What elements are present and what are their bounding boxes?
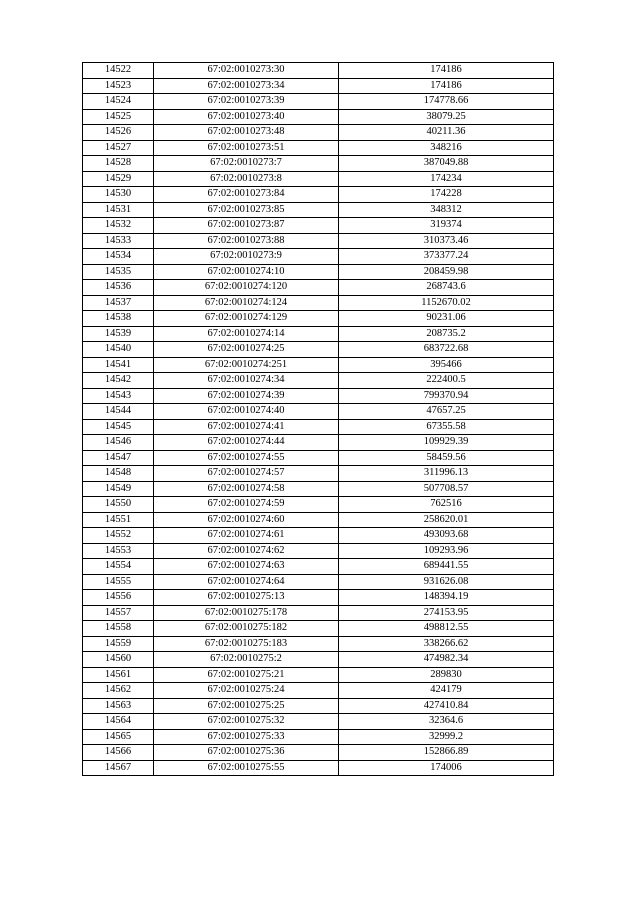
cadastral-number-cell: 67:02:0010275:25 — [154, 698, 339, 714]
cadastral-number-cell: 67:02:0010275:32 — [154, 714, 339, 730]
value-cell: 387049.88 — [339, 156, 554, 172]
value-cell: 222400.5 — [339, 373, 554, 389]
row-number-cell: 14556 — [83, 590, 154, 606]
value-cell: 208459.98 — [339, 264, 554, 280]
table-row — [83, 63, 554, 79]
cadastral-number-cell: 67:02:0010273:85 — [154, 202, 339, 218]
cadastral-number-cell: 67:02:0010273:34 — [154, 78, 339, 94]
value-cell: 427410.84 — [339, 698, 554, 714]
table-row — [83, 264, 554, 280]
table-row — [83, 543, 554, 559]
row-number-cell: 14538 — [83, 311, 154, 327]
row-number-cell: 14552 — [83, 528, 154, 544]
value-cell: 40211.36 — [339, 125, 554, 141]
value-cell: 474982.34 — [339, 652, 554, 668]
row-number-cell: 14560 — [83, 652, 154, 668]
value-cell: 174234 — [339, 171, 554, 187]
cadastral-value-table — [82, 62, 554, 776]
table-row — [83, 667, 554, 683]
row-number-cell: 14564 — [83, 714, 154, 730]
row-number-cell: 14553 — [83, 543, 154, 559]
cadastral-number-cell: 67:02:0010274:40 — [154, 404, 339, 420]
cadastral-number-cell: 67:02:0010274:25 — [154, 342, 339, 358]
table-row — [83, 450, 554, 466]
row-number-cell: 14562 — [83, 683, 154, 699]
table-row — [83, 714, 554, 730]
table-row — [83, 187, 554, 203]
row-number-cell: 14545 — [83, 419, 154, 435]
value-cell: 498812.55 — [339, 621, 554, 637]
value-cell: 373377.24 — [339, 249, 554, 265]
cadastral-number-cell: 67:02:0010274:41 — [154, 419, 339, 435]
row-number-cell: 14561 — [83, 667, 154, 683]
cadastral-number-cell: 67:02:0010275:55 — [154, 760, 339, 776]
value-cell: 32999.2 — [339, 729, 554, 745]
cadastral-number-cell: 67:02:0010273:9 — [154, 249, 339, 265]
cadastral-number-cell: 67:02:0010274:60 — [154, 512, 339, 528]
row-number-cell: 14529 — [83, 171, 154, 187]
value-cell: 174006 — [339, 760, 554, 776]
table-row — [83, 218, 554, 234]
table-row — [83, 729, 554, 745]
row-number-cell: 14551 — [83, 512, 154, 528]
value-cell: 311996.13 — [339, 466, 554, 482]
table-row — [83, 109, 554, 125]
row-number-cell: 14524 — [83, 94, 154, 110]
value-cell: 58459.56 — [339, 450, 554, 466]
row-number-cell: 14550 — [83, 497, 154, 513]
value-cell: 310373.46 — [339, 233, 554, 249]
value-cell: 348312 — [339, 202, 554, 218]
cadastral-number-cell: 67:02:0010274:10 — [154, 264, 339, 280]
row-number-cell: 14547 — [83, 450, 154, 466]
table-row — [83, 574, 554, 590]
table-row — [83, 698, 554, 714]
table-row — [83, 78, 554, 94]
cadastral-number-cell: 67:02:0010273:7 — [154, 156, 339, 172]
row-number-cell: 14559 — [83, 636, 154, 652]
row-number-cell: 14546 — [83, 435, 154, 451]
cadastral-number-cell: 67:02:0010273:51 — [154, 140, 339, 156]
value-cell: 289830 — [339, 667, 554, 683]
cadastral-number-cell: 67:02:0010274:61 — [154, 528, 339, 544]
table-row — [83, 559, 554, 575]
value-cell: 274153.95 — [339, 605, 554, 621]
cadastral-number-cell: 67:02:0010273:84 — [154, 187, 339, 203]
table-row — [83, 419, 554, 435]
cadastral-number-cell: 67:02:0010274:129 — [154, 311, 339, 327]
cadastral-number-cell: 67:02:0010274:62 — [154, 543, 339, 559]
table-row — [83, 636, 554, 652]
table-row — [83, 326, 554, 342]
row-number-cell: 14537 — [83, 295, 154, 311]
row-number-cell: 14542 — [83, 373, 154, 389]
value-cell: 931626.08 — [339, 574, 554, 590]
row-number-cell: 14527 — [83, 140, 154, 156]
cadastral-number-cell: 67:02:0010275:178 — [154, 605, 339, 621]
value-cell: 174186 — [339, 78, 554, 94]
value-cell: 395466 — [339, 357, 554, 373]
value-cell: 174778.66 — [339, 94, 554, 110]
table-row — [83, 435, 554, 451]
row-number-cell: 14544 — [83, 404, 154, 420]
row-number-cell: 14531 — [83, 202, 154, 218]
row-number-cell: 14549 — [83, 481, 154, 497]
row-number-cell: 14540 — [83, 342, 154, 358]
cadastral-number-cell: 67:02:0010274:58 — [154, 481, 339, 497]
table-row — [83, 590, 554, 606]
cadastral-number-cell: 67:02:0010274:124 — [154, 295, 339, 311]
cadastral-number-cell: 67:02:0010275:182 — [154, 621, 339, 637]
cadastral-number-cell: 67:02:0010274:57 — [154, 466, 339, 482]
value-cell: 507708.57 — [339, 481, 554, 497]
cadastral-number-cell: 67:02:0010273:48 — [154, 125, 339, 141]
row-number-cell: 14526 — [83, 125, 154, 141]
row-number-cell: 14523 — [83, 78, 154, 94]
cadastral-number-cell: 67:02:0010274:251 — [154, 357, 339, 373]
value-cell: 67355.58 — [339, 419, 554, 435]
row-number-cell: 14528 — [83, 156, 154, 172]
table-row — [83, 202, 554, 218]
row-number-cell: 14530 — [83, 187, 154, 203]
value-cell: 152866.89 — [339, 745, 554, 761]
row-number-cell: 14533 — [83, 233, 154, 249]
cadastral-number-cell: 67:02:0010275:13 — [154, 590, 339, 606]
cadastral-number-cell: 67:02:0010275:24 — [154, 683, 339, 699]
table-row — [83, 388, 554, 404]
row-number-cell: 14541 — [83, 357, 154, 373]
value-cell: 258620.01 — [339, 512, 554, 528]
value-cell: 424179 — [339, 683, 554, 699]
table-row — [83, 94, 554, 110]
table-row — [83, 342, 554, 358]
cadastral-number-cell: 67:02:0010274:34 — [154, 373, 339, 389]
table-row — [83, 760, 554, 776]
table-row — [83, 311, 554, 327]
cadastral-number-cell: 67:02:0010274:14 — [154, 326, 339, 342]
cadastral-number-cell: 67:02:0010273:8 — [154, 171, 339, 187]
value-cell: 683722.68 — [339, 342, 554, 358]
row-number-cell: 14554 — [83, 559, 154, 575]
row-number-cell: 14543 — [83, 388, 154, 404]
cadastral-number-cell: 67:02:0010274:59 — [154, 497, 339, 513]
table-row — [83, 404, 554, 420]
value-cell: 268743.6 — [339, 280, 554, 296]
row-number-cell: 14565 — [83, 729, 154, 745]
value-cell: 689441.55 — [339, 559, 554, 575]
value-cell: 174228 — [339, 187, 554, 203]
row-number-cell: 14558 — [83, 621, 154, 637]
value-cell: 1152670.02 — [339, 295, 554, 311]
table-row — [83, 249, 554, 265]
value-cell: 762516 — [339, 497, 554, 513]
cadastral-number-cell: 67:02:0010275:21 — [154, 667, 339, 683]
row-number-cell: 14525 — [83, 109, 154, 125]
row-number-cell: 14567 — [83, 760, 154, 776]
table-row — [83, 233, 554, 249]
cadastral-number-cell: 67:02:0010274:120 — [154, 280, 339, 296]
row-number-cell: 14522 — [83, 63, 154, 79]
value-cell: 319374 — [339, 218, 554, 234]
table-row — [83, 156, 554, 172]
table-row — [83, 295, 554, 311]
table-body — [83, 63, 554, 776]
table-row — [83, 621, 554, 637]
cadastral-number-cell: 67:02:0010274:63 — [154, 559, 339, 575]
cadastral-number-cell: 67:02:0010275:36 — [154, 745, 339, 761]
table-row — [83, 171, 554, 187]
table-row — [83, 528, 554, 544]
row-number-cell: 14532 — [83, 218, 154, 234]
table-row — [83, 652, 554, 668]
value-cell: 148394.19 — [339, 590, 554, 606]
table-row — [83, 373, 554, 389]
cadastral-number-cell: 67:02:0010273:87 — [154, 218, 339, 234]
cadastral-number-cell: 67:02:0010274:44 — [154, 435, 339, 451]
table-row — [83, 125, 554, 141]
cadastral-number-cell: 67:02:0010273:40 — [154, 109, 339, 125]
row-number-cell: 14555 — [83, 574, 154, 590]
row-number-cell: 14539 — [83, 326, 154, 342]
value-cell: 338266.62 — [339, 636, 554, 652]
row-number-cell: 14534 — [83, 249, 154, 265]
cadastral-number-cell: 67:02:0010274:55 — [154, 450, 339, 466]
row-number-cell: 14535 — [83, 264, 154, 280]
value-cell: 493093.68 — [339, 528, 554, 544]
cadastral-number-cell: 67:02:0010273:88 — [154, 233, 339, 249]
row-number-cell: 14548 — [83, 466, 154, 482]
cadastral-number-cell: 67:02:0010275:33 — [154, 729, 339, 745]
row-number-cell: 14563 — [83, 698, 154, 714]
table-row — [83, 745, 554, 761]
value-cell: 90231.06 — [339, 311, 554, 327]
table-row — [83, 280, 554, 296]
table-row — [83, 357, 554, 373]
table-row — [83, 466, 554, 482]
row-number-cell: 14536 — [83, 280, 154, 296]
value-cell: 109293.96 — [339, 543, 554, 559]
cadastral-number-cell: 67:02:0010275:2 — [154, 652, 339, 668]
row-number-cell: 14557 — [83, 605, 154, 621]
value-cell: 38079.25 — [339, 109, 554, 125]
value-cell: 348216 — [339, 140, 554, 156]
value-cell: 109929.39 — [339, 435, 554, 451]
table-row — [83, 481, 554, 497]
value-cell: 208735.2 — [339, 326, 554, 342]
value-cell: 47657.25 — [339, 404, 554, 420]
table-row — [83, 683, 554, 699]
table-row — [83, 140, 554, 156]
table-row — [83, 605, 554, 621]
row-number-cell: 14566 — [83, 745, 154, 761]
cadastral-number-cell: 67:02:0010273:39 — [154, 94, 339, 110]
cadastral-number-cell: 67:02:0010275:183 — [154, 636, 339, 652]
value-cell: 799370.94 — [339, 388, 554, 404]
cadastral-number-cell: 67:02:0010274:64 — [154, 574, 339, 590]
cadastral-number-cell: 67:02:0010274:39 — [154, 388, 339, 404]
value-cell: 174186 — [339, 63, 554, 79]
value-cell: 32364.6 — [339, 714, 554, 730]
table-row — [83, 497, 554, 513]
table-row — [83, 512, 554, 528]
cadastral-number-cell: 67:02:0010273:30 — [154, 63, 339, 79]
